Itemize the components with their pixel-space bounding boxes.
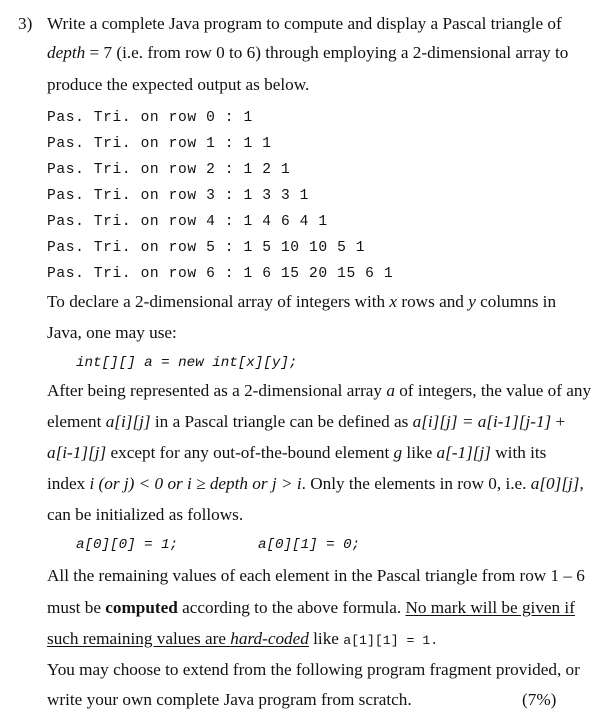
output-row-0: Pas. Tri. on row 0 : 1 — [47, 110, 253, 126]
question-number: 3) — [18, 14, 33, 33]
recurrence-left: a[i][j] = a[i-1][j-1] — [412, 412, 552, 431]
intro-line-3: produce the expected output as below. — [47, 75, 310, 94]
closing-line-1: You may choose to extend from the following program fragment provided, or — [47, 660, 580, 679]
recurrence-right: a[i-1][j] — [47, 443, 107, 462]
var-y: y — [468, 292, 476, 311]
formula-text-2b: in a Pascal triangle can be defined as — [150, 412, 413, 431]
remaining-line-1: All the remaining values of each element in the Pascal triangle from row 1 – 6 — [47, 566, 585, 585]
init-code-1: a[0][0] = 1; — [76, 537, 179, 553]
marks-label: (7%) — [522, 690, 557, 709]
output-row-3: Pas. Tri. on row 3 : 1 3 3 1 — [47, 188, 310, 204]
formula-text-4e: , — [579, 474, 584, 493]
formula-text-3b: except for any out-of-the-bound element — [106, 443, 394, 462]
declare-text-a: To declare a 2-dimensional array of integers with — [47, 292, 390, 311]
closing-line-2: write your own complete Java program from scratch. — [47, 690, 412, 709]
declare-line-1 — [47, 292, 556, 312]
formula-line-4 — [47, 474, 584, 494]
formula-line-3 — [47, 443, 546, 463]
bound-condition: i (or j) < 0 or i ≥ depth or j > i — [89, 474, 302, 493]
intro-line-1: Write a complete Java program to compute and display a Pascal triangle of — [47, 14, 562, 33]
init-code-2: a[0][1] = 0; — [258, 537, 361, 553]
formula-text-2a: element — [47, 412, 106, 431]
output-row-4: Pas. Tri. on row 4 : 1 4 6 4 1 — [47, 214, 328, 230]
declare-text-c: columns in — [475, 292, 557, 311]
intro-line-2 — [47, 43, 568, 63]
no-mark-warning-cont: such remaining values are — [47, 629, 231, 648]
formula-text-1a: After being represented as a 2-dimensional array — [47, 381, 387, 400]
output-row-2: Pas. Tri. on row 2 : 1 2 1 — [47, 162, 291, 178]
output-row-5: Pas. Tri. on row 5 : 1 5 10 10 5 1 — [47, 240, 366, 256]
formula-line-2 — [47, 412, 565, 432]
declare-text-b: rows and — [397, 292, 469, 311]
row-zero-element: a[0][j] — [530, 474, 580, 493]
var-x: x — [389, 292, 398, 311]
remaining-text-2a: must be — [47, 598, 106, 617]
formula-text-4a: index — [47, 474, 90, 493]
formula-text-4c: . Only the elements in row 0, i.e. — [301, 474, 531, 493]
hard-coded-word: hard-coded — [230, 629, 309, 648]
depth-equation: = 7 (i.e. from row 0 to 6) through employing a 2-dimensional array to — [85, 43, 569, 62]
var-g: g — [393, 443, 403, 462]
element-aij: a[i][j] — [105, 412, 151, 431]
remaining-line-3 — [47, 629, 438, 651]
output-row-6: Pas. Tri. on row 6 : 1 6 15 20 15 6 1 — [47, 266, 394, 282]
declare-code: int[][] a = new int[x][y]; — [76, 355, 298, 371]
formula-line-5: can be initialized as follows. — [47, 505, 244, 524]
formula-text-3c: like — [402, 443, 437, 462]
formula-text-1b: of integers, the value of any — [394, 381, 592, 400]
declare-line-2: Java, one may use: — [47, 323, 177, 342]
var-a: a — [386, 381, 395, 400]
plus-sign: + — [551, 412, 566, 431]
output-row-1: Pas. Tri. on row 1 : 1 1 — [47, 136, 272, 152]
formula-line-1 — [47, 381, 591, 401]
no-mark-warning: No mark will be given if — [405, 598, 575, 617]
computed-word: computed — [105, 598, 178, 617]
out-of-bound-example: a[-1][j] — [436, 443, 491, 462]
formula-text-3e: with its — [490, 443, 547, 462]
depth-word: depth — [47, 43, 86, 62]
remaining-text-2b: according to the above formula. — [177, 598, 406, 617]
hardcode-example: a[1][1] = 1. — [343, 633, 439, 648]
remaining-line-2 — [47, 598, 575, 618]
remaining-text-3b: like — [308, 629, 344, 648]
